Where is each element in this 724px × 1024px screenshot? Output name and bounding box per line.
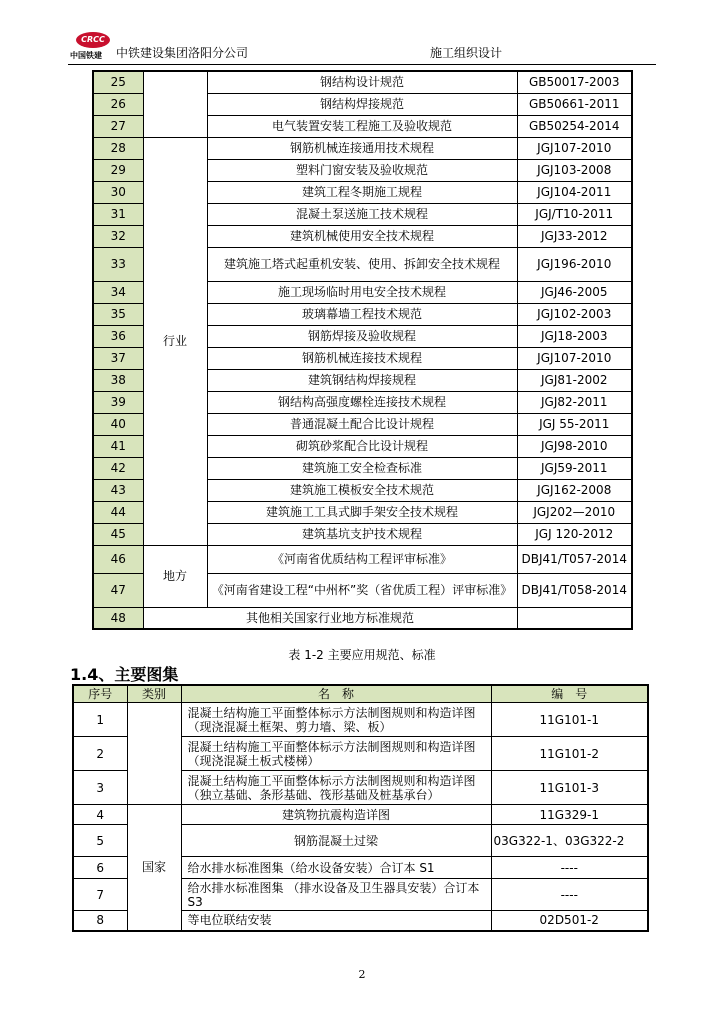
standard-name: 钢结构焊接规范 — [207, 93, 517, 115]
row-number: 47 — [93, 573, 143, 607]
category-national: 国家 — [127, 805, 181, 931]
row-number: 44 — [93, 501, 143, 523]
atlas-name: 建筑物抗震构造详图 — [181, 805, 491, 825]
standard-name: 电气装置安装工程施工及验收规范 — [207, 115, 517, 137]
atlas-name: 等电位联结安装 — [181, 911, 491, 931]
table-row — [93, 545, 632, 573]
logo-text: 中国铁建 — [70, 51, 102, 60]
atlas-name: 混凝土结构施工平面整体标示方法制图规则和构造详图（独立基础、条形基础、筏形基础及桩基承台） — [181, 771, 491, 805]
row-number: 27 — [93, 115, 143, 137]
standard-code: DBJ41/T058-2014 — [517, 573, 632, 607]
standard-name: 钢筋机械连接通用技术规程 — [207, 137, 517, 159]
standard-name: 钢结构设计规范 — [207, 71, 517, 93]
standard-name: 其他相关国家行业地方标准规范 — [143, 607, 517, 629]
standard-code: GB50254-2014 — [517, 115, 632, 137]
table-row — [73, 805, 648, 825]
category-local: 地方 — [143, 545, 207, 607]
row-number: 3 — [73, 771, 127, 805]
standard-code: GB50017-2003 — [517, 71, 632, 93]
standard-name: 施工现场临时用电安全技术规程 — [207, 281, 517, 303]
standard-code: JGJ104-2011 — [517, 181, 632, 203]
standard-code: JGJ98-2010 — [517, 435, 632, 457]
row-number: 37 — [93, 347, 143, 369]
company-name: 中铁建设集团洛阳分公司 — [116, 46, 249, 60]
table-row — [93, 607, 632, 629]
standard-name: 钢筋焊接及验收规程 — [207, 325, 517, 347]
header-num: 序号 — [73, 685, 127, 703]
row-number: 46 — [93, 545, 143, 573]
standard-code: JGJ202—2010 — [517, 501, 632, 523]
standard-name: 建筑施工模板安全技术规范 — [207, 479, 517, 501]
atlas-code: 11G329-1 — [491, 805, 648, 825]
row-number: 42 — [93, 457, 143, 479]
row-number: 45 — [93, 523, 143, 545]
standard-code: JGJ/T10-2011 — [517, 203, 632, 225]
row-number: 26 — [93, 93, 143, 115]
row-number: 48 — [93, 607, 143, 629]
standard-name: 建筑基坑支护技术规程 — [207, 523, 517, 545]
standard-code: JGJ107-2010 — [517, 347, 632, 369]
standard-code: JGJ103-2008 — [517, 159, 632, 181]
standard-name: 建筑施工塔式起重机安装、使用、拆卸安全技术规程 — [207, 247, 517, 281]
atlas-code: 03G322-1、03G322-2 — [491, 825, 648, 857]
standard-code — [517, 607, 632, 629]
row-number: 38 — [93, 369, 143, 391]
standard-name: 混凝土泵送施工技术规程 — [207, 203, 517, 225]
standard-name: 建筑施工安全检查标准 — [207, 457, 517, 479]
standard-name: 塑料门窗安装及验收规范 — [207, 159, 517, 181]
standard-code: JGJ196-2010 — [517, 247, 632, 281]
table-caption: 表 1-2 主要应用规范、标准 — [288, 648, 436, 662]
row-number: 5 — [73, 825, 127, 857]
row-number: 35 — [93, 303, 143, 325]
atlas-table — [72, 684, 649, 932]
category-cell — [143, 71, 207, 137]
standard-code: JGJ 120-2012 — [517, 523, 632, 545]
row-number: 29 — [93, 159, 143, 181]
atlas-code: 11G101-1 — [491, 703, 648, 737]
standard-name: 钢筋机械连接技术规程 — [207, 347, 517, 369]
row-number: 7 — [73, 879, 127, 911]
standard-name: 建筑施工工具式脚手架安全技术规程 — [207, 501, 517, 523]
standard-name: 普通混凝土配合比设计规程 — [207, 413, 517, 435]
row-number: 2 — [73, 737, 127, 771]
standard-name: 砌筑砂浆配合比设计规程 — [207, 435, 517, 457]
atlas-code: 11G101-2 — [491, 737, 648, 771]
table-row — [73, 703, 648, 737]
page-number: 2 — [358, 968, 366, 981]
standard-code: JGJ102-2003 — [517, 303, 632, 325]
row-number: 31 — [93, 203, 143, 225]
standard-code: JGJ59-2011 — [517, 457, 632, 479]
standard-code: JGJ107-2010 — [517, 137, 632, 159]
row-number: 43 — [93, 479, 143, 501]
table-row — [93, 137, 632, 159]
row-number: 33 — [93, 247, 143, 281]
atlas-name: 给水排水标准图集 （排水设备及卫生器具安装）合订本 S3 — [181, 879, 491, 911]
standard-code: JGJ82-2011 — [517, 391, 632, 413]
section-title: 1.4、主要图集 — [70, 665, 179, 684]
category-industry: 行业 — [143, 137, 207, 545]
atlas-code: 02D501-2 — [491, 911, 648, 931]
standard-code: JGJ18-2003 — [517, 325, 632, 347]
crcc-logo-icon: CRCC — [76, 32, 110, 48]
company-logo — [70, 32, 116, 62]
atlas-name: 钢筋混凝土过梁 — [181, 825, 491, 857]
standard-code: JGJ162-2008 — [517, 479, 632, 501]
atlas-code: ---- — [491, 857, 648, 879]
table-header-row — [73, 685, 648, 703]
header-name: 名 称 — [181, 685, 491, 703]
document-title: 施工组织设计 — [430, 46, 503, 60]
standard-name: 《河南省优质结构工程评审标准》 — [207, 545, 517, 573]
row-number: 39 — [93, 391, 143, 413]
row-number: 40 — [93, 413, 143, 435]
row-number: 41 — [93, 435, 143, 457]
row-number: 36 — [93, 325, 143, 347]
standard-name: 建筑机械使用安全技术规程 — [207, 225, 517, 247]
standard-code: JGJ81-2002 — [517, 369, 632, 391]
row-number: 34 — [93, 281, 143, 303]
atlas-code: 11G101-3 — [491, 771, 648, 805]
category-national — [127, 703, 181, 805]
standard-code: GB50661-2011 — [517, 93, 632, 115]
row-number: 8 — [73, 911, 127, 931]
standard-name: 钢结构高强度螺栓连接技术规程 — [207, 391, 517, 413]
row-number: 32 — [93, 225, 143, 247]
row-number: 30 — [93, 181, 143, 203]
row-number: 28 — [93, 137, 143, 159]
row-number: 1 — [73, 703, 127, 737]
atlas-code: ---- — [491, 879, 648, 911]
standard-name: 《河南省建设工程“中州杯”奖（省优质工程）评审标准》 — [207, 573, 517, 607]
atlas-name: 混凝土结构施工平面整体标示方法制图规则和构造详图（现浇混凝土框架、剪力墙、梁、板） — [181, 703, 491, 737]
atlas-name: 给水排水标准图集（给水设备安装）合订本 S1 — [181, 857, 491, 879]
page-header — [68, 30, 656, 65]
standard-code: JGJ46-2005 — [517, 281, 632, 303]
row-number: 25 — [93, 71, 143, 93]
table-row — [93, 71, 632, 93]
standard-code: JGJ 55-2011 — [517, 413, 632, 435]
standard-name: 玻璃幕墙工程技术规范 — [207, 303, 517, 325]
header-code: 编 号 — [491, 685, 648, 703]
atlas-name: 混凝土结构施工平面整体标示方法制图规则和构造详图（现浇混凝土板式楼梯） — [181, 737, 491, 771]
standards-table — [92, 70, 633, 630]
standard-code: JGJ33-2012 — [517, 225, 632, 247]
header-category: 类别 — [127, 685, 181, 703]
standard-name: 建筑工程冬期施工规程 — [207, 181, 517, 203]
standard-name: 建筑钢结构焊接规程 — [207, 369, 517, 391]
standard-code: DBJ41/T057-2014 — [517, 545, 632, 573]
row-number: 4 — [73, 805, 127, 825]
row-number: 6 — [73, 857, 127, 879]
